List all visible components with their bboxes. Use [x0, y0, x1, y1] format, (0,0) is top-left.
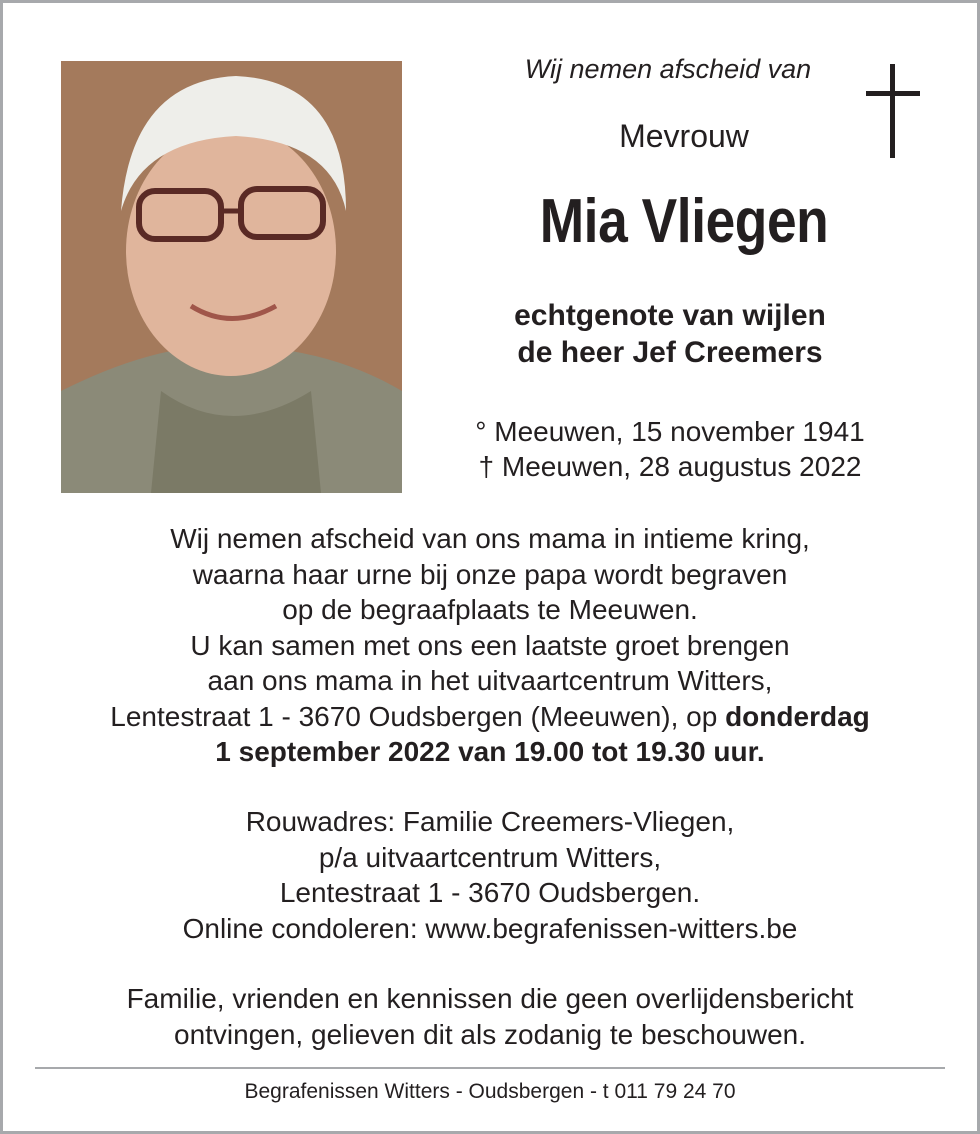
- body-line: U kan samen met ons een laatste groet brengen: [190, 629, 790, 661]
- body-line: aan ons mama in het uitvaartcentrum Witters,: [207, 665, 773, 696]
- body-line: Lentestraat 1 - 3670 Oudsbergen.: [279, 877, 701, 908]
- farewell-paragraph: [20, 521, 960, 770]
- day-text: donderdag: [725, 700, 870, 732]
- spouse-info: [420, 297, 920, 371]
- deceased-name: Mia Vliegen: [539, 187, 829, 256]
- footer-divider: [35, 1067, 945, 1069]
- birth-date: ° Meeuwen, 15 november 1941: [475, 416, 865, 447]
- body-line: op de begraafplaats te Meeuwen.: [282, 594, 698, 625]
- life-dates: [420, 414, 920, 484]
- portrait-photo: [61, 61, 402, 493]
- closing-paragraph: [20, 981, 960, 1052]
- spouse-line-1: echtgenote van wijlen: [514, 299, 826, 332]
- address-text: Lentestraat 1 - 3670 Oudsbergen (Meeuwen), op: [110, 700, 726, 732]
- body-line: Familie, vrienden en kennissen die geen overlijdensbericht: [126, 983, 854, 1014]
- body-line: p/a uitvaartcentrum Witters,: [318, 841, 662, 873]
- date-time-text: 1 september 2022 van 19.00 tot 19.30 uur.: [215, 736, 765, 767]
- condolence-link[interactable]: Online condoleren: www.begrafenissen-witters.be: [182, 912, 798, 944]
- spouse-line-2: de heer Jef Creemers: [517, 336, 823, 369]
- body-line: waarna haar urne bij onze papa wordt begraven: [192, 558, 788, 590]
- honorific: Mevrouw: [619, 118, 749, 154]
- body-line: Rouwadres: Familie Creemers-Vliegen,: [245, 806, 735, 837]
- body-line: [20, 734, 960, 770]
- mourning-address: [20, 804, 960, 946]
- body-line: Wij nemen afscheid van ons mama in intieme kring,: [170, 523, 810, 554]
- intro-text: Wij nemen afscheid van: [524, 54, 812, 84]
- body-line: [20, 699, 960, 735]
- body-line: ontvingen, gelieven dit als zodanig te beschouwen.: [174, 1018, 806, 1050]
- death-date: † Meeuwen, 28 augustus 2022: [478, 451, 862, 482]
- footer-text: Begrafenissen Witters - Oudsbergen - t 011 79 24 70: [244, 1080, 736, 1103]
